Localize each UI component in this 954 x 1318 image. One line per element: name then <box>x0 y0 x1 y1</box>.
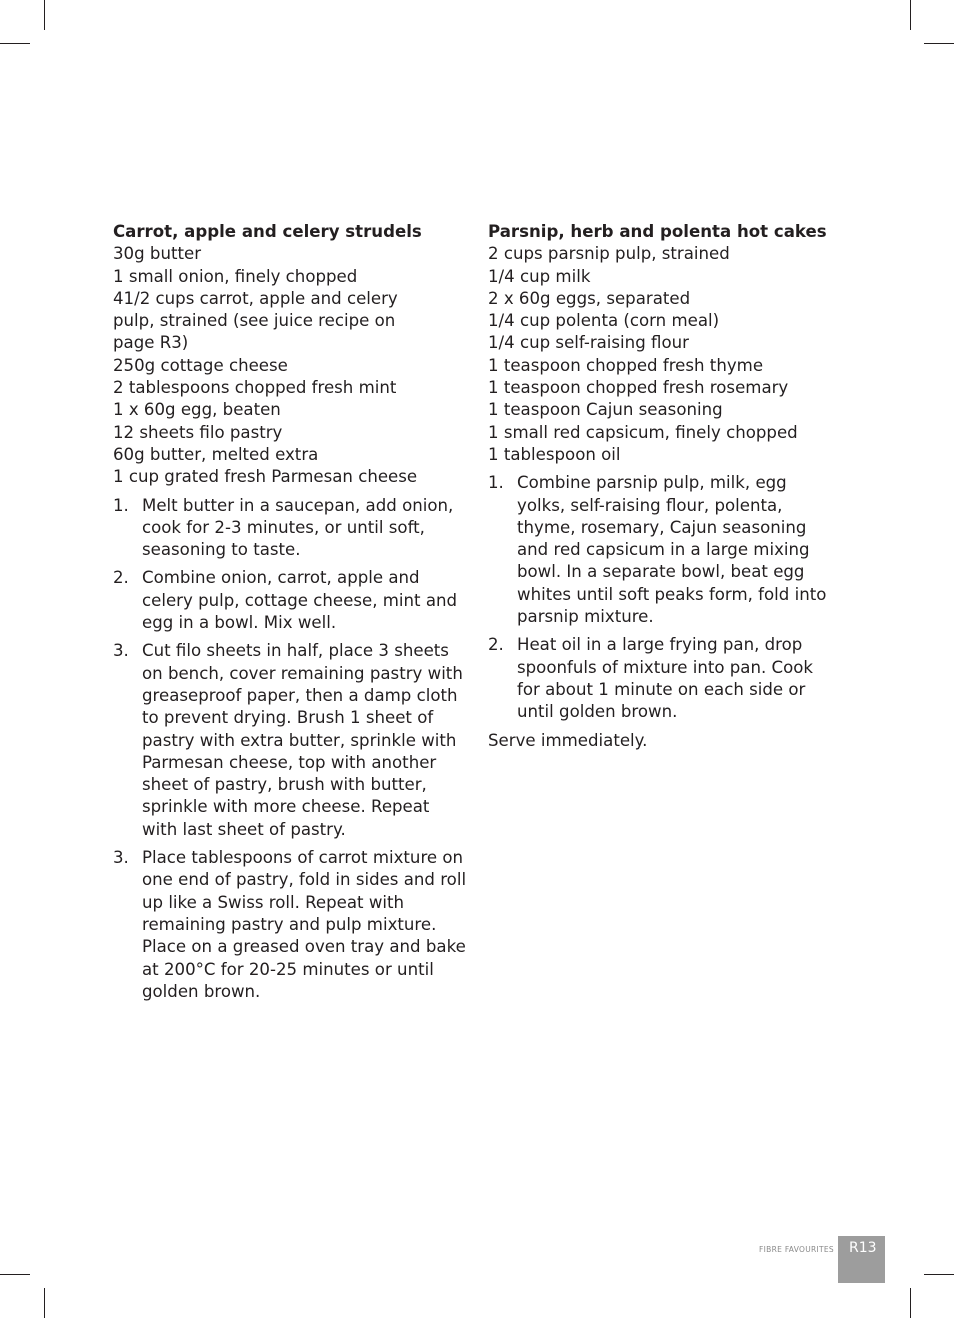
step-number: 1. <box>113 495 129 515</box>
ingredient-item: 41/2 cups carrot, apple and celery pulp, strained (see juice recipe on page R3) <box>113 288 398 353</box>
crop-mark-bottom-right-horizontal <box>924 1274 954 1275</box>
ingredient-item: 1/4 cup milk <box>488 266 591 286</box>
ingredient-list <box>113 243 469 488</box>
method-step <box>488 472 838 628</box>
left-recipe-column <box>113 221 469 1009</box>
recipe-title: Parsnip, herb and polenta hot cakes <box>488 222 827 241</box>
ingredient-item: 60g butter, melted extra <box>113 444 319 464</box>
ingredient-item: 1/4 cup self-raising flour <box>488 333 689 353</box>
step-text: Heat oil in a large frying pan, drop spoonfuls of mixture into pan. Cook for about 1 minute on each side or until golden brown. <box>517 635 814 722</box>
ingredient-item: 1 small onion, finely chopped <box>113 266 358 286</box>
method-step <box>113 847 469 1003</box>
recipe-title: Carrot, apple and celery strudels <box>113 222 422 241</box>
step-number: 3. <box>113 848 129 868</box>
section-label: FIBRE FAVOURITES <box>759 1245 834 1254</box>
crop-mark-bottom-right-vertical <box>910 1288 911 1318</box>
step-number: 2. <box>113 568 129 588</box>
step-number: 1. <box>488 473 504 493</box>
ingredient-item: 1 tablespoon oil <box>488 444 621 464</box>
ingredient-item: 12 sheets filo pastry <box>113 422 283 442</box>
method-step <box>113 640 469 841</box>
crop-mark-top-left-horizontal <box>0 43 30 44</box>
crop-mark-top-left-vertical <box>44 0 45 30</box>
step-text: Place tablespoons of carrot mixture on one end of pastry, fold in sides and roll up like a Swiss roll. Repeat with remaining pastry and pulp mixture. Place on a greased oven tray and bake at 200°C for 20-25 minutes or until golden brown. <box>142 848 467 1001</box>
crop-mark-bottom-left-vertical <box>44 1288 45 1318</box>
step-number: 3. <box>113 641 129 661</box>
step-text: Cut filo sheets in half, place 3 sheets on bench, cover remaining pastry with greaseproof paper, then a damp cloth to prevent drying. Brush 1 sheet of pastry with extra butter, sprinkle with Parmesan cheese, top with another sheet of pastry, brush with butter, sprinkle with more cheese. Repeat with last sheet of pastry. <box>142 641 463 839</box>
step-text: Combine parsnip pulp, milk, egg yolks, self-raising flour, polenta, thyme, rosemary, Cajun seasoning and red capsicum in a large mixing bowl. In a separate bowl, beat egg whites until soft peaks form, fold into parsnip mixture. <box>517 473 827 627</box>
ingredient-item: 2 x 60g eggs, separated <box>488 288 691 308</box>
method-steps <box>488 472 838 723</box>
crop-mark-top-right-horizontal <box>924 43 954 44</box>
ingredient-item: 1 teaspoon Cajun seasoning <box>488 400 723 420</box>
page-number: R13 <box>849 1240 877 1256</box>
method-step <box>488 634 838 723</box>
method-step <box>113 495 469 562</box>
ingredient-item: 30g butter <box>113 244 202 264</box>
crop-mark-bottom-left-horizontal <box>0 1274 30 1275</box>
ingredient-item: 250g cottage cheese <box>113 355 288 375</box>
step-text: Melt butter in a saucepan, add onion, cook for 2-3 minutes, or until soft, seasoning to taste. <box>142 495 454 560</box>
serve-note: Serve immediately. <box>488 730 648 750</box>
ingredient-item: 1 cup grated fresh Parmesan cheese <box>113 467 418 487</box>
page-number-badge <box>838 1236 885 1283</box>
step-text: Combine onion, carrot, apple and celery pulp, cottage cheese, mint and egg in a bowl. Mix well. <box>142 568 458 633</box>
ingredient-item: 1/4 cup polenta (corn meal) <box>488 311 720 331</box>
ingredient-item: 1 x 60g egg, beaten <box>113 400 281 420</box>
ingredient-item: 2 tablespoons chopped fresh mint <box>113 378 397 398</box>
ingredient-item: 1 teaspoon chopped fresh rosemary <box>488 378 789 398</box>
step-number: 2. <box>488 635 504 655</box>
ingredient-item: 1 teaspoon chopped fresh thyme <box>488 355 764 375</box>
method-step <box>113 567 469 634</box>
right-recipe-column <box>488 221 838 752</box>
method-steps <box>113 495 469 1004</box>
crop-mark-top-right-vertical <box>910 0 911 30</box>
ingredient-item: 2 cups parsnip pulp, strained <box>488 244 730 264</box>
ingredient-list <box>488 243 838 466</box>
ingredient-item: 1 small red capsicum, finely chopped <box>488 422 798 442</box>
